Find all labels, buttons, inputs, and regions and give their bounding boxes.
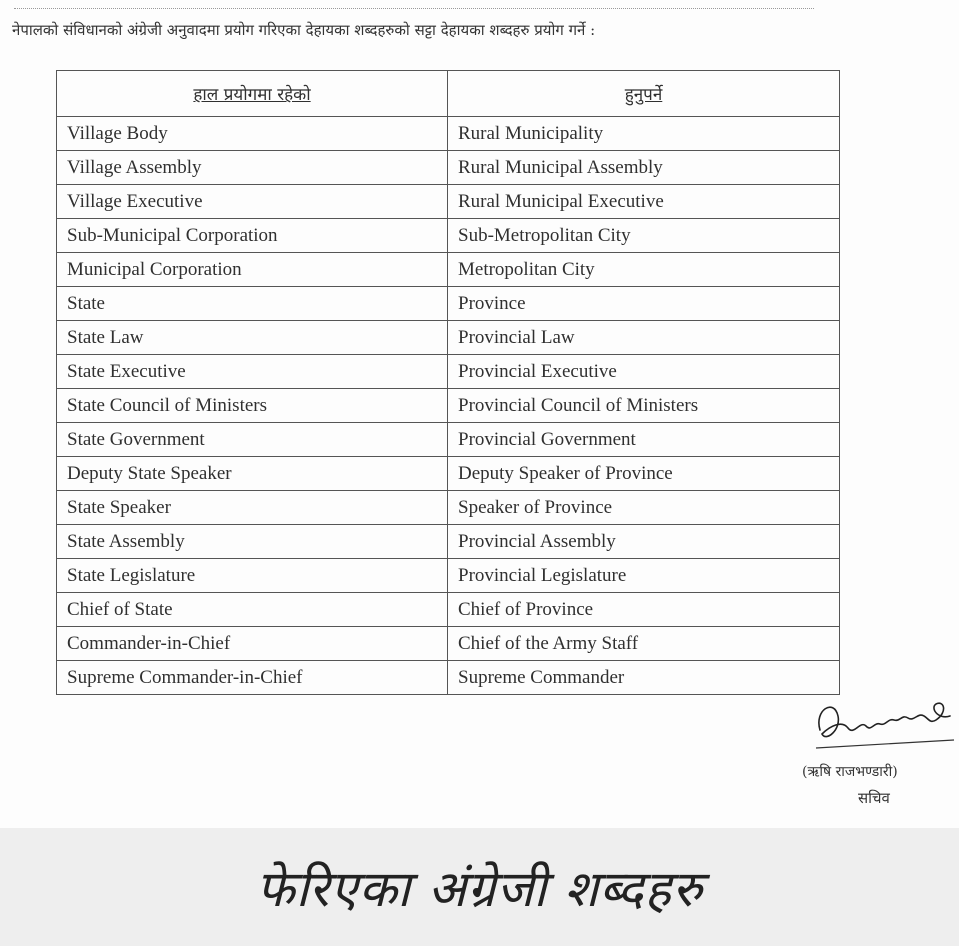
current-term: State Legislature xyxy=(57,559,448,593)
header-required-term: हुनुपर्ने xyxy=(448,71,840,117)
table-row xyxy=(57,593,840,627)
current-term: State Law xyxy=(57,321,448,355)
table-row xyxy=(57,423,840,457)
table-row xyxy=(57,321,840,355)
signatory-name: (ऋषि राजभण्डारी) xyxy=(802,764,898,780)
table-row xyxy=(57,627,840,661)
current-term: State Government xyxy=(57,423,448,457)
table-row xyxy=(57,219,840,253)
required-term: Speaker of Province xyxy=(448,491,840,525)
table-row xyxy=(57,185,840,219)
cropped-text-line xyxy=(14,0,814,9)
table-row xyxy=(57,253,840,287)
header-current-term: हाल प्रयोगमा रहेको xyxy=(57,71,448,117)
table-row xyxy=(57,491,840,525)
required-term: Metropolitan City xyxy=(448,253,840,287)
required-term: Provincial Executive xyxy=(448,355,840,389)
required-term: Provincial Assembly xyxy=(448,525,840,559)
table-row xyxy=(57,559,840,593)
banner-title: फेरिएका अंग्रेजी शब्दहरु xyxy=(256,860,703,918)
current-term: Supreme Commander-in-Chief xyxy=(57,661,448,695)
required-term: Province xyxy=(448,287,840,321)
table-row xyxy=(57,457,840,491)
required-term: Provincial Law xyxy=(448,321,840,355)
current-term: Village Assembly xyxy=(57,151,448,185)
required-term: Provincial Government xyxy=(448,423,840,457)
required-term: Chief of Province xyxy=(448,593,840,627)
current-term: Municipal Corporation xyxy=(57,253,448,287)
current-term: Village Body xyxy=(57,117,448,151)
intro-text: नेपालको संविधानको अंग्रेजी अनुवादमा प्रयोग गरिएका देहायका शब्दहरुको सट्टा देहायका शब्दहरु प्रयोग गर्ने : xyxy=(12,21,596,39)
handwritten-signature xyxy=(808,690,958,758)
current-term: State Assembly xyxy=(57,525,448,559)
required-term: Provincial Council of Ministers xyxy=(448,389,840,423)
current-term: State Council of Ministers xyxy=(57,389,448,423)
required-term: Rural Municipal Executive xyxy=(448,185,840,219)
required-term: Deputy Speaker of Province xyxy=(448,457,840,491)
required-term: Rural Municipal Assembly xyxy=(448,151,840,185)
required-term: Chief of the Army Staff xyxy=(448,627,840,661)
current-term: Village Executive xyxy=(57,185,448,219)
required-term: Rural Municipality xyxy=(448,117,840,151)
signatory-title: सचिव xyxy=(858,789,890,807)
current-term: State xyxy=(57,287,448,321)
table-row xyxy=(57,525,840,559)
required-term: Provincial Legislature xyxy=(448,559,840,593)
terms-table xyxy=(56,70,840,695)
current-term: State Speaker xyxy=(57,491,448,525)
current-term: Commander-in-Chief xyxy=(57,627,448,661)
table-row xyxy=(57,287,840,321)
current-term: Deputy State Speaker xyxy=(57,457,448,491)
table-row xyxy=(57,661,840,695)
required-term: Sub-Metropolitan City xyxy=(448,219,840,253)
caption-banner xyxy=(0,828,959,946)
table-row xyxy=(57,117,840,151)
current-term: Chief of State xyxy=(57,593,448,627)
current-term: State Executive xyxy=(57,355,448,389)
table-row xyxy=(57,389,840,423)
table-row xyxy=(57,355,840,389)
current-term: Sub-Municipal Corporation xyxy=(57,219,448,253)
table-header-row xyxy=(57,71,840,117)
table-row xyxy=(57,151,840,185)
required-term: Supreme Commander xyxy=(448,661,840,695)
